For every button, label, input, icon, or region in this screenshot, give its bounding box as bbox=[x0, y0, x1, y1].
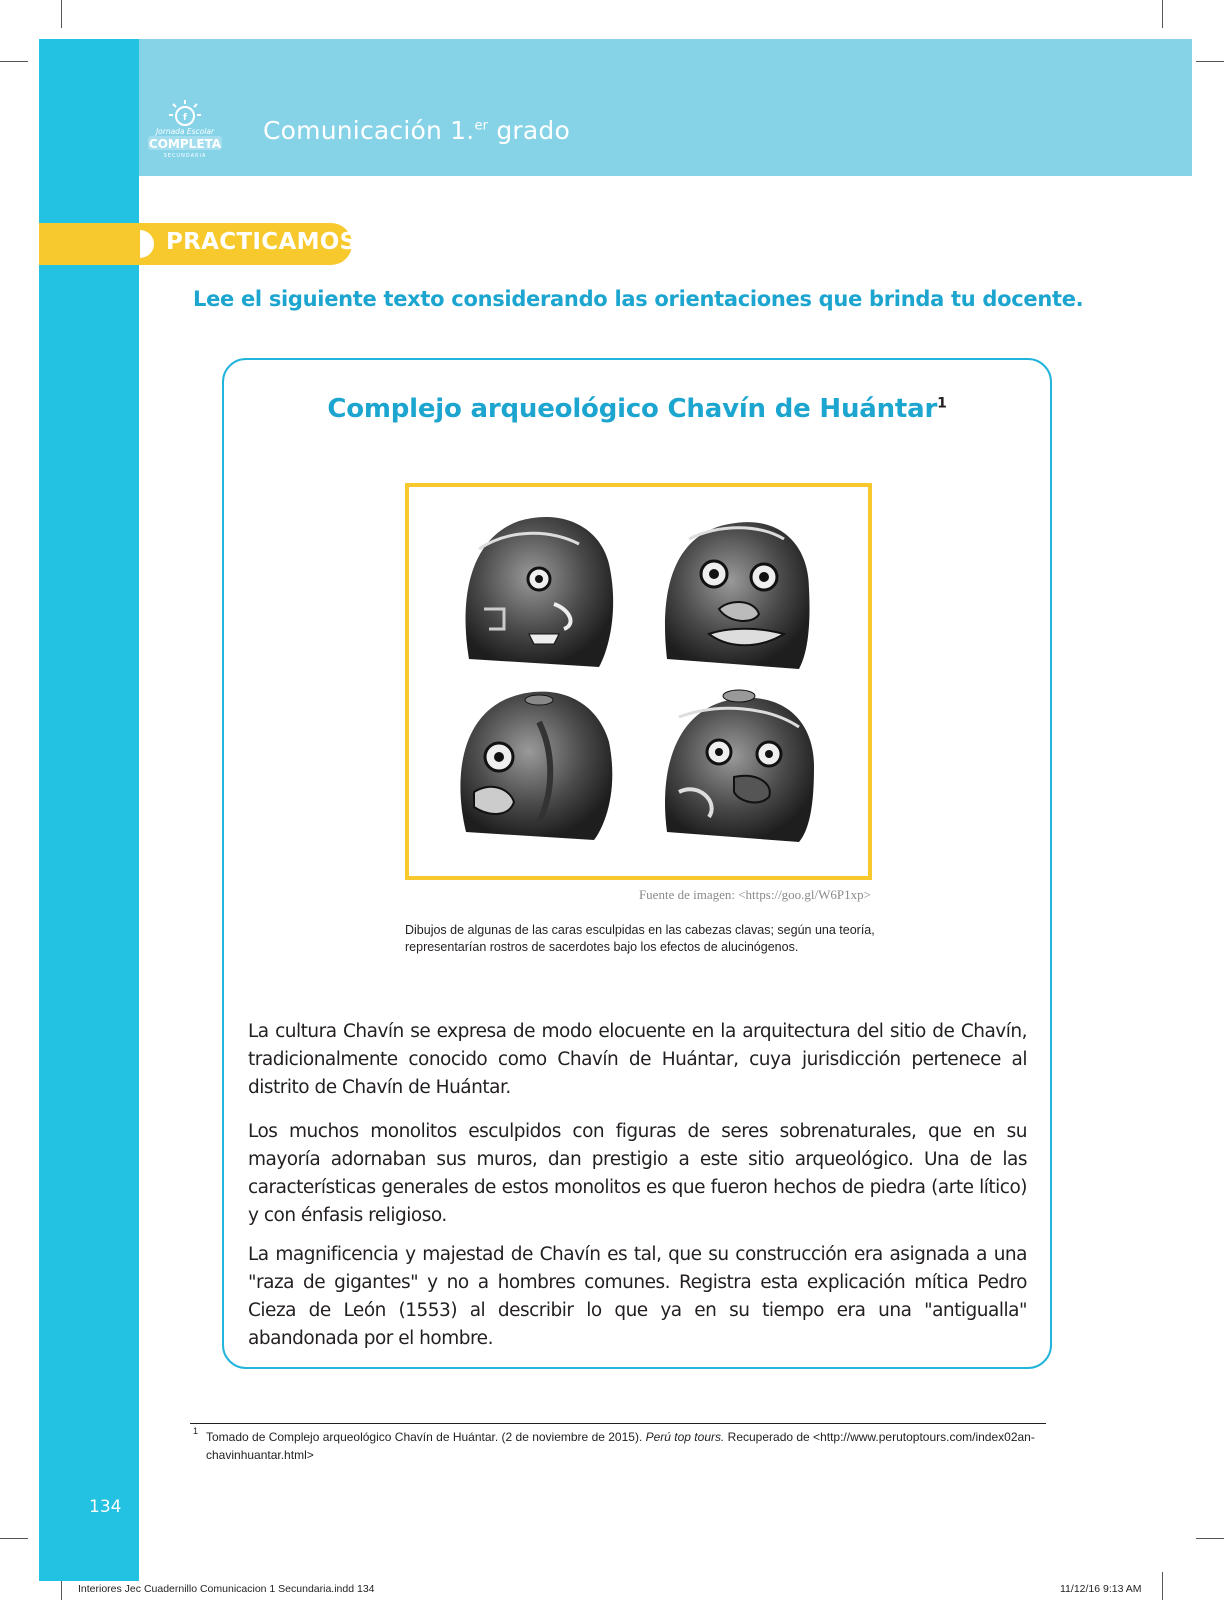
footnote-text-a: Tomado de Complejo arqueológico Chavín de Huántar. (2 de noviembre de 2015). bbox=[206, 1430, 646, 1444]
paragraph-3: La magnificencia y majestad de Chavín es tal, que su construcción era asignada a una "raza de gigantes" y no a hombres comunes. Registra esta explicación mítica Pedro Cieza de León (1553) al describir lo que ya en su tiempo era una "antigualla" abandonada por el hombre. bbox=[248, 1244, 1027, 1349]
paragraph-1: La cultura Chavín se expresa de modo elocuente en la arquitectura del sitio de Chavín, tradicionalmente conocido como Chavín de Huántar, cuya jurisdicción pertenece al distrito de Chavín de Huántar. bbox=[248, 1021, 1027, 1098]
chavin-carved-heads-image bbox=[409, 487, 868, 876]
footnote-text-b: Recuperado de <http://www.perutoptours.com/index02an-chavinhuantar.html> bbox=[206, 1430, 1035, 1462]
section-tab-label: PRACTICAMOS bbox=[166, 229, 357, 255]
chavin-heads-figure bbox=[405, 483, 872, 880]
carved-head bbox=[665, 690, 814, 842]
footnote-divider bbox=[190, 1423, 1046, 1424]
carved-head bbox=[460, 692, 612, 840]
crop-mark bbox=[1196, 1538, 1224, 1539]
crop-mark bbox=[1162, 1572, 1163, 1600]
sidebar-band bbox=[39, 39, 139, 1581]
header-title-end: grado bbox=[488, 116, 570, 145]
image-caption: Dibujos de algunas de las caras esculpidas en las cabezas clavas; según una teoría, representarían rostros de sacerdotes bajo los efectos de alucinógenos. bbox=[405, 923, 875, 954]
carved-head bbox=[466, 517, 614, 667]
jornada-escolar-completa-logo bbox=[145, 98, 225, 160]
print-slug-file: Interiores Jec Cuadernillo Comunicacion 1 Secundaria.indd 134 bbox=[78, 1583, 375, 1595]
reading-title bbox=[222, 394, 1052, 424]
image-source: Fuente de imagen: <https://goo.gl/W6P1xp> bbox=[638, 887, 871, 902]
instruction-text: Lee el siguiente texto considerando las orientaciones que brinda tu docente. bbox=[193, 287, 1084, 311]
logo-text-bottom: SECUNDARIA bbox=[163, 153, 207, 159]
footnote-reference: 1 bbox=[937, 395, 947, 412]
logo-text-top: Jornada Escolar bbox=[155, 127, 215, 136]
header-title-superscript: er bbox=[474, 118, 489, 134]
crop-mark bbox=[61, 0, 62, 28]
print-slug-date: 11/12/16 9:13 AM bbox=[1060, 1583, 1142, 1595]
logo-text-main: COMPLETA bbox=[148, 137, 222, 151]
crop-mark bbox=[0, 61, 28, 62]
footnote-source-name: Perú top tours. bbox=[645, 1430, 725, 1444]
page-header-title bbox=[263, 116, 570, 145]
carved-head bbox=[665, 522, 810, 669]
crop-mark bbox=[1196, 61, 1224, 62]
crop-mark bbox=[0, 1538, 28, 1539]
page-number: 134 bbox=[89, 1497, 122, 1517]
header-title-main: Comunicación 1. bbox=[263, 116, 475, 145]
footnote-mark: 1 bbox=[193, 1426, 199, 1436]
footnote-text bbox=[206, 1428, 1052, 1464]
svg-text:f: f bbox=[183, 113, 187, 123]
reading-title-text: Complejo arqueológico Chavín de Huántar bbox=[327, 394, 938, 424]
paragraph-2: Los muchos monolitos esculpidos con figuras de seres sobrenaturales, que en su mayoría adornaban sus muros, dan prestigio a este sitio arqueológico. Una de las características generales de estos monolitos es que fueron hechos de piedra (arte lítico) y con énfasis religioso. bbox=[248, 1121, 1027, 1226]
crop-mark bbox=[1162, 0, 1163, 28]
